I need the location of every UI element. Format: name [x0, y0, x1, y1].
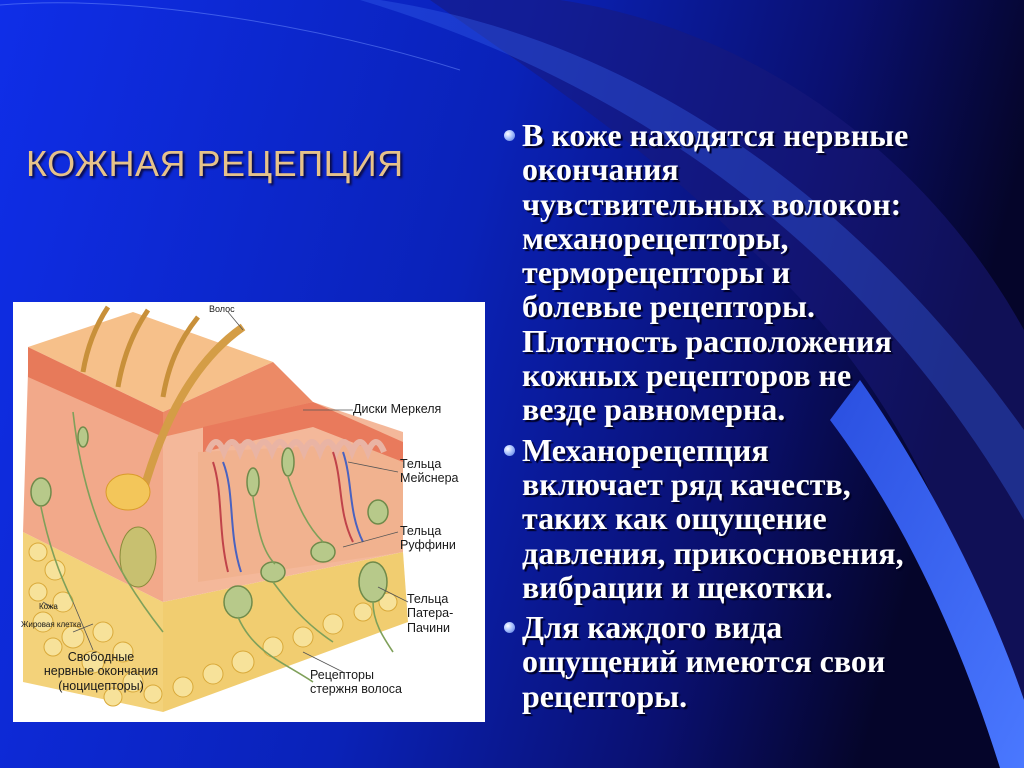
label-pacinian-corpuscles: Тельца Патера- Пачини [407, 592, 454, 635]
bullet-item [500, 433, 1012, 604]
bullet-text: Механорецепция включает ряд качеств, таких как ощущение давления, прикосновения, вибрации и щекотки. [522, 431, 904, 605]
bullet-list [500, 118, 1012, 719]
bullet-dot-icon [504, 622, 515, 633]
bullet-dot-icon [504, 130, 515, 141]
label-fat-cell: Жировая клетка [21, 620, 82, 629]
bullet-text: Для каждого вида ощущений имеются свои рецепторы. [522, 609, 886, 714]
label-meissner-corpuscles: Тельца Мейснера [400, 457, 459, 486]
label-hair: Волос [209, 304, 235, 314]
bullet-dot-icon [504, 445, 515, 456]
label-hair-receptors: Рецепторы стержня волоса [310, 668, 403, 697]
label-skin: Кожа [39, 602, 58, 611]
label-merkel-discs: Диски Меркеля [353, 402, 442, 416]
bullet-item [500, 118, 1012, 427]
label-free-nerve-endings: Свободные нервные окончания (ноцицепторы) [43, 650, 159, 693]
bullet-text: В коже находятся нервные окончания чувствительных волокон: механорецепторы, терморецепторы и болевые рецепторы. Плотность расположения кожных рецепторов не везде равномерна. [522, 117, 909, 428]
label-ruffini-corpuscles: Тельца Руффини [400, 524, 456, 553]
bullet-item [500, 610, 1012, 713]
skin-diagram [13, 302, 485, 722]
slide-title: КОЖНАЯ РЕЦЕПЦИЯ [26, 143, 404, 184]
